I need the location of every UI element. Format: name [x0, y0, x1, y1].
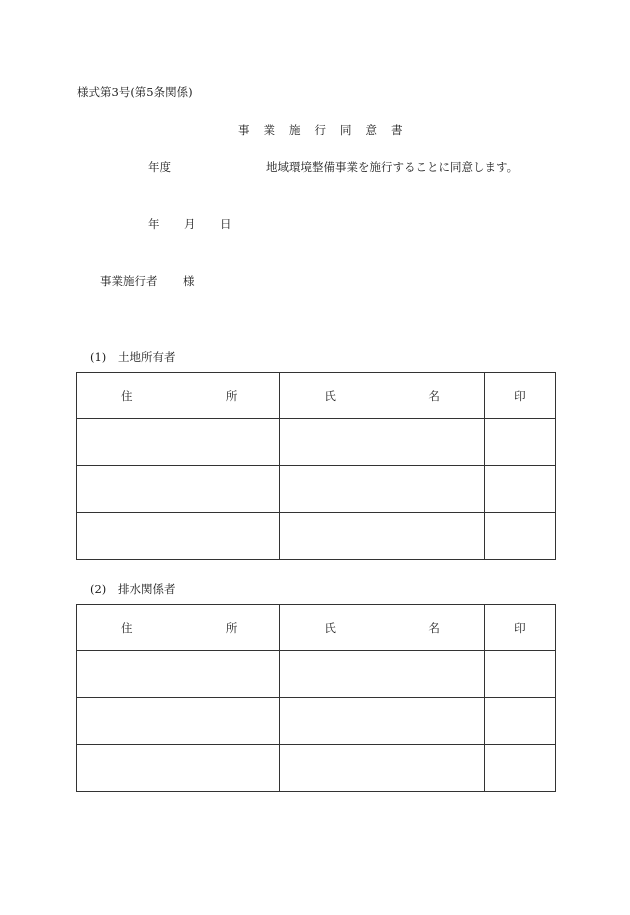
table-row: [77, 745, 556, 792]
address-cell[interactable]: [77, 466, 280, 513]
table-row: [77, 698, 556, 745]
seal-cell[interactable]: [484, 466, 555, 513]
title-char: 施: [289, 123, 301, 137]
name-cell[interactable]: [280, 651, 484, 698]
name-cell[interactable]: [280, 698, 484, 745]
address-header-left: 住: [121, 388, 133, 403]
form-number: 様式第3号(第5条関係): [77, 85, 193, 99]
section-heading-landowners: [90, 349, 176, 365]
table-header-row: [77, 373, 556, 419]
name-cell[interactable]: [280, 745, 484, 792]
landowners-table: [76, 372, 556, 560]
consent-statement: 地域環境整備事業を施行することに同意します。: [266, 160, 519, 174]
name-header: [280, 373, 484, 419]
name-cell[interactable]: [280, 419, 484, 466]
seal-header: 印: [484, 373, 555, 419]
name-header-left: 氏: [324, 620, 336, 635]
name-header: [280, 605, 484, 651]
seal-cell[interactable]: [484, 513, 555, 560]
name-cell[interactable]: [280, 513, 484, 560]
title-char: 事: [238, 123, 250, 137]
name-cell[interactable]: [280, 466, 484, 513]
address-cell[interactable]: [77, 745, 280, 792]
seal-cell[interactable]: [484, 651, 555, 698]
date-day-label: 日: [220, 217, 232, 231]
document-title: [238, 122, 417, 138]
name-header-right: 名: [428, 620, 440, 635]
seal-cell[interactable]: [484, 745, 555, 792]
title-char: 同: [340, 123, 352, 137]
date-year-label: 年: [148, 217, 160, 231]
section-number: (1): [90, 350, 107, 364]
table-row: [77, 651, 556, 698]
seal-cell[interactable]: [484, 698, 555, 745]
section-title: 排水関係者: [118, 582, 176, 596]
fiscal-year-label: 年度: [148, 160, 171, 174]
drainage-parties-table: [76, 604, 556, 792]
section-number: (2): [90, 582, 107, 596]
section-heading-drainage: [90, 581, 176, 597]
address-cell[interactable]: [77, 651, 280, 698]
address-header: [77, 605, 280, 651]
address-header-right: 所: [225, 620, 238, 635]
address-cell[interactable]: [77, 513, 280, 560]
title-char: 業: [263, 123, 275, 137]
name-header-left: 氏: [324, 388, 336, 403]
title-char: 行: [314, 123, 326, 137]
title-char: 意: [365, 123, 377, 137]
seal-cell[interactable]: [484, 419, 555, 466]
table-row: [77, 419, 556, 466]
address-cell[interactable]: [77, 698, 280, 745]
addressee-honorific: 様: [183, 274, 195, 288]
section-title: 土地所有者: [118, 350, 176, 364]
title-char: 書: [391, 123, 403, 137]
address-header: [77, 373, 280, 419]
table-row: [77, 466, 556, 513]
name-header-right: 名: [428, 388, 440, 403]
address-header-right: 所: [225, 388, 238, 403]
address-header-left: 住: [121, 620, 133, 635]
date-month-label: 月: [184, 217, 196, 231]
address-cell[interactable]: [77, 419, 280, 466]
addressee-label: 事業施行者: [100, 274, 158, 288]
table-row: [77, 513, 556, 560]
table-header-row: [77, 605, 556, 651]
seal-header: 印: [484, 605, 555, 651]
